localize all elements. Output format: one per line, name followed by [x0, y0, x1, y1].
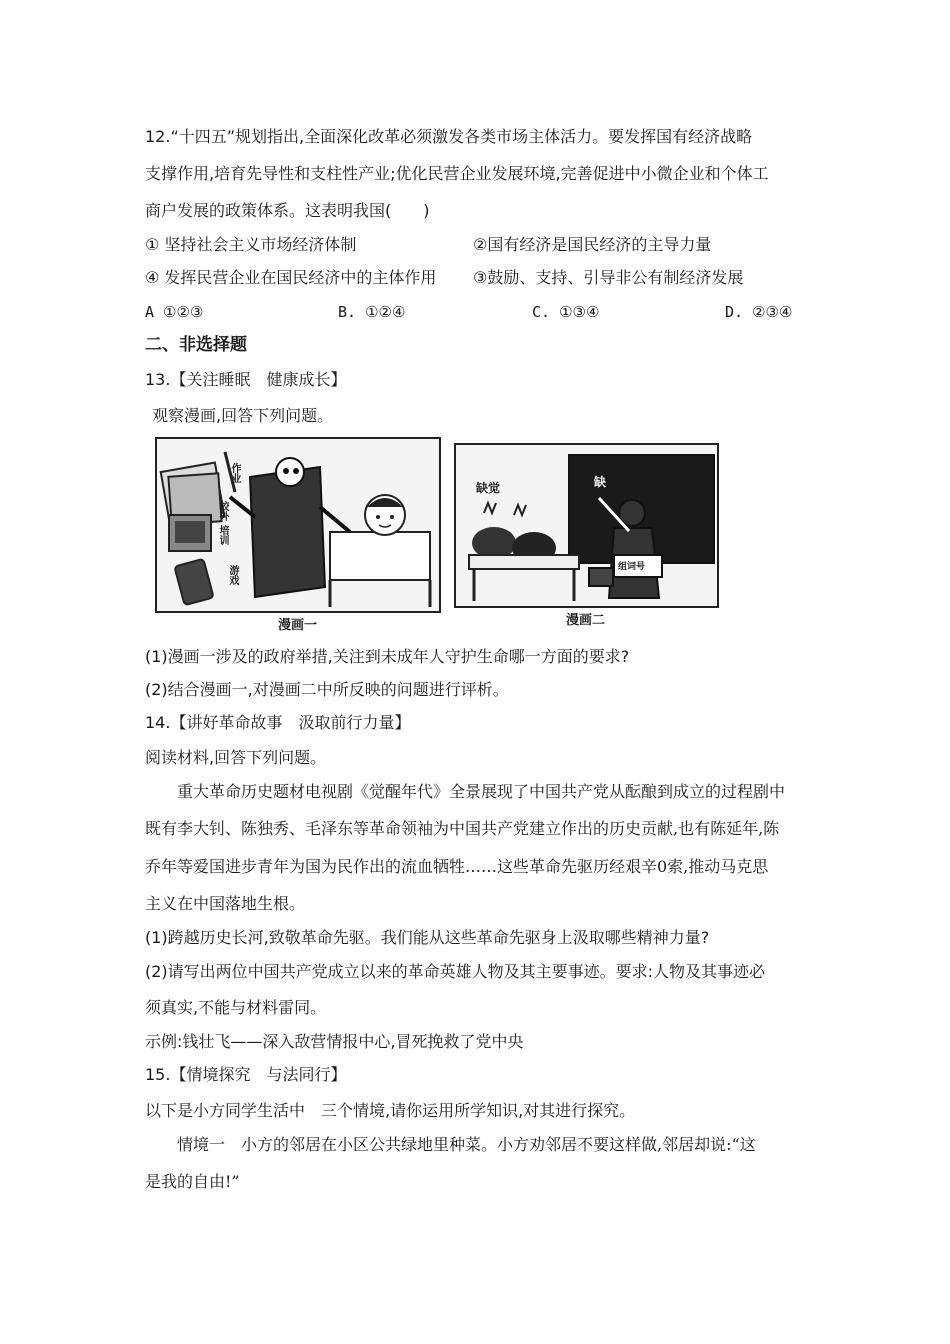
q12-statement-1: ① 坚持社会主义市场经济体制 — [145, 235, 357, 254]
q12-option-d[interactable]: D. ②③④ — [725, 303, 793, 321]
q14-subquestion-2-line1: (2)请写出两位中国共产党成立以来的革命英雄人物及其主要事迹。要求:人物及其事迹必 — [145, 962, 766, 981]
q14-title: 14.【讲好革命故事 汲取前行力量】 — [145, 713, 411, 732]
comic1-label-homework: 作业 — [229, 463, 240, 483]
q14-material-line3: 乔年等爱国进步青年为国为民作出的流血牺牲……这些革命先驱历经艰辛0索,推动马克思 — [145, 857, 769, 876]
q13-prompt: 观察漫画,回答下列问题。 — [152, 406, 334, 425]
q15-prompt: 以下是小方同学生活中 三个情境,请你运用所学知识,对其进行探究。 — [145, 1101, 636, 1120]
comic2-label-sign: 组词号 — [618, 562, 646, 572]
q13-subquestion-2: (2)结合漫画一,对漫画二中所反映的问题进行评析。 — [145, 680, 509, 699]
q12-stem-line2: 支撑作用,培育先导性和支柱性产业;优化民营企业发展环境,完善促进中小微企业和个体工 — [145, 164, 769, 183]
q15-scenario-1-line1: 情境一 小方的邻居在小区公共绿地里种菜。小方劝邻居不要这样做,邻居却说:“这 — [145, 1135, 756, 1154]
comic1-label-training: 培训 — [217, 525, 228, 545]
comic2-label-board: 缺 — [594, 475, 607, 489]
comic-one-image — [155, 437, 441, 613]
briefcase-icon — [589, 568, 613, 586]
q13-title: 13.【关注睡眠 健康成长】 — [145, 370, 347, 389]
comic-one-caption: 漫画一 — [278, 618, 318, 633]
q12-option-b[interactable]: B. ①②④ — [338, 303, 406, 321]
q14-subquestion-1: (1)跨越历史长河,致敬革命先驱。我们能从这些革命先驱身上汲取哪些精神力量? — [145, 928, 710, 947]
comic2-label-sleep: 缺觉 — [476, 481, 501, 495]
q15-title: 15.【情境探究 与法同行】 — [145, 1065, 347, 1084]
q12-option-a[interactable]: A ①②③ — [145, 303, 204, 321]
computer-icon — [169, 515, 211, 551]
q13-subquestion-1: (1)漫画一涉及的政府举措,关注到未成年人守护生命哪一方面的要求? — [145, 647, 630, 666]
comic-two-image — [454, 443, 719, 608]
q14-subquestion-2-line2: 须真实,不能与材料雷同。 — [145, 998, 327, 1017]
q15-scenario-1-line2: 是我的自由!” — [145, 1172, 240, 1191]
comic-two-caption: 漫画二 — [566, 613, 606, 628]
q14-material-line1: 重大革命历史题材电视剧《觉醒年代》全景展现了中国共产党从酝酿到成立的过程剧中 — [145, 782, 786, 801]
comic1-label-offcampus: 校外 — [217, 501, 228, 521]
q14-material-line4: 主义在中国落地生根。 — [145, 894, 306, 913]
q12-stem-line3: 商户发展的政策体系。这表明我国( ) — [145, 201, 430, 220]
comic1-label-games: 游戏 — [227, 565, 238, 585]
q12-statement-3: ③鼓励、支持、引导非公有制经济发展 — [473, 268, 744, 287]
section-heading: 二、非选择题 — [145, 335, 247, 355]
q14-prompt: 阅读材料,回答下列问题。 — [145, 748, 327, 767]
q12-statement-4: ④ 发挥民营企业在国民经济中的主体作用 — [145, 268, 437, 287]
q14-example: 示例:钱壮飞——深入敌营情报中心,冒死挽救了党中央 — [145, 1032, 524, 1051]
q14-material-line2: 既有李大钊、陈独秀、毛泽东等革命领袖为中国共产党建立作出的历史贡献,也有陈延年,陈 — [145, 819, 780, 838]
q12-option-c[interactable]: C. ①③④ — [532, 303, 600, 321]
q12-statement-2: ②国有经济是国民经济的主导力量 — [473, 235, 712, 254]
q12-stem-line1: 12.“十四五”规划指出,全面深化改革必须激发各类市场主体活力。要发挥国有经济战略 — [145, 127, 753, 146]
